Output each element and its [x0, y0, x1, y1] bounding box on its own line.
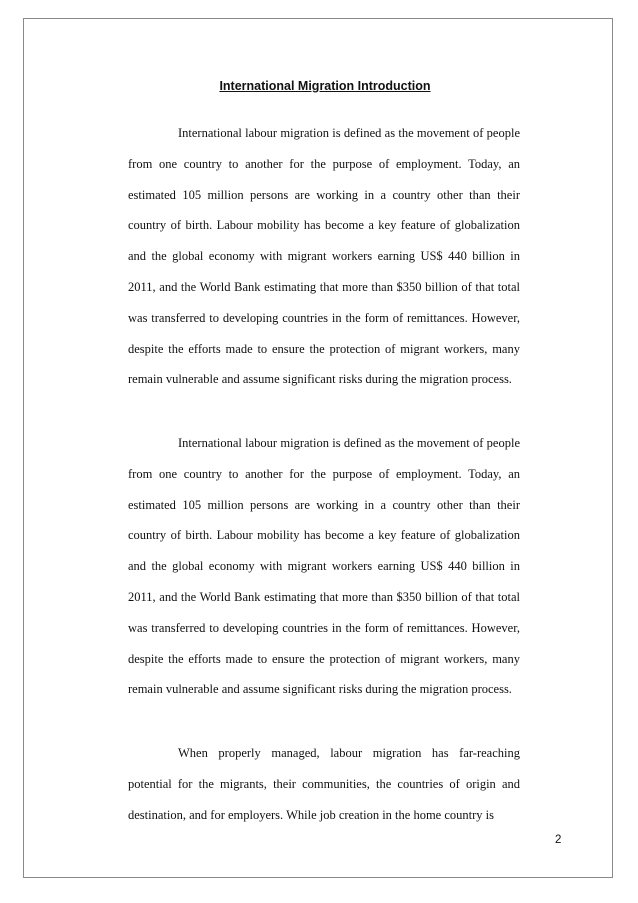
paragraph-3: When properly managed, labour migration has far-reaching potential for the migrants, their communities, the countries of origin and destination, and for employers. While job creation in the home country is	[128, 746, 520, 822]
paragraph-2: International labour migration is defined as the movement of people from one country to another for the purpose of employment. Today, an estimated 105 million persons are working in a country other than their country of birth. Labour mobility has become a key feature of globalization and the global economy with migrant workers earning US$ 440 billion in 2011, and the World Bank estimating that more than $350 billion of that total was transferred to developing countries in the form of remittances. However, despite the efforts made to ensure the protection of migrant workers, many remain vulnerable and assume significant risks during the migration process.	[128, 436, 520, 697]
page-number: 2	[555, 834, 562, 846]
paragraph-1: International labour migration is defined as the movement of people from one country to another for the purpose of employment. Today, an estimated 105 million persons are working in a country other than their country of birth. Labour mobility has become a key feature of globalization and the global economy with migrant workers earning US$ 440 billion in 2011, and the World Bank estimating that more than $350 billion of that total was transferred to developing countries in the form of remittances. However, despite the efforts made to ensure the protection of migrant workers, many remain vulnerable and assume significant risks during the migration process.	[128, 126, 520, 387]
document-title: International Migration Introduction	[219, 79, 431, 93]
